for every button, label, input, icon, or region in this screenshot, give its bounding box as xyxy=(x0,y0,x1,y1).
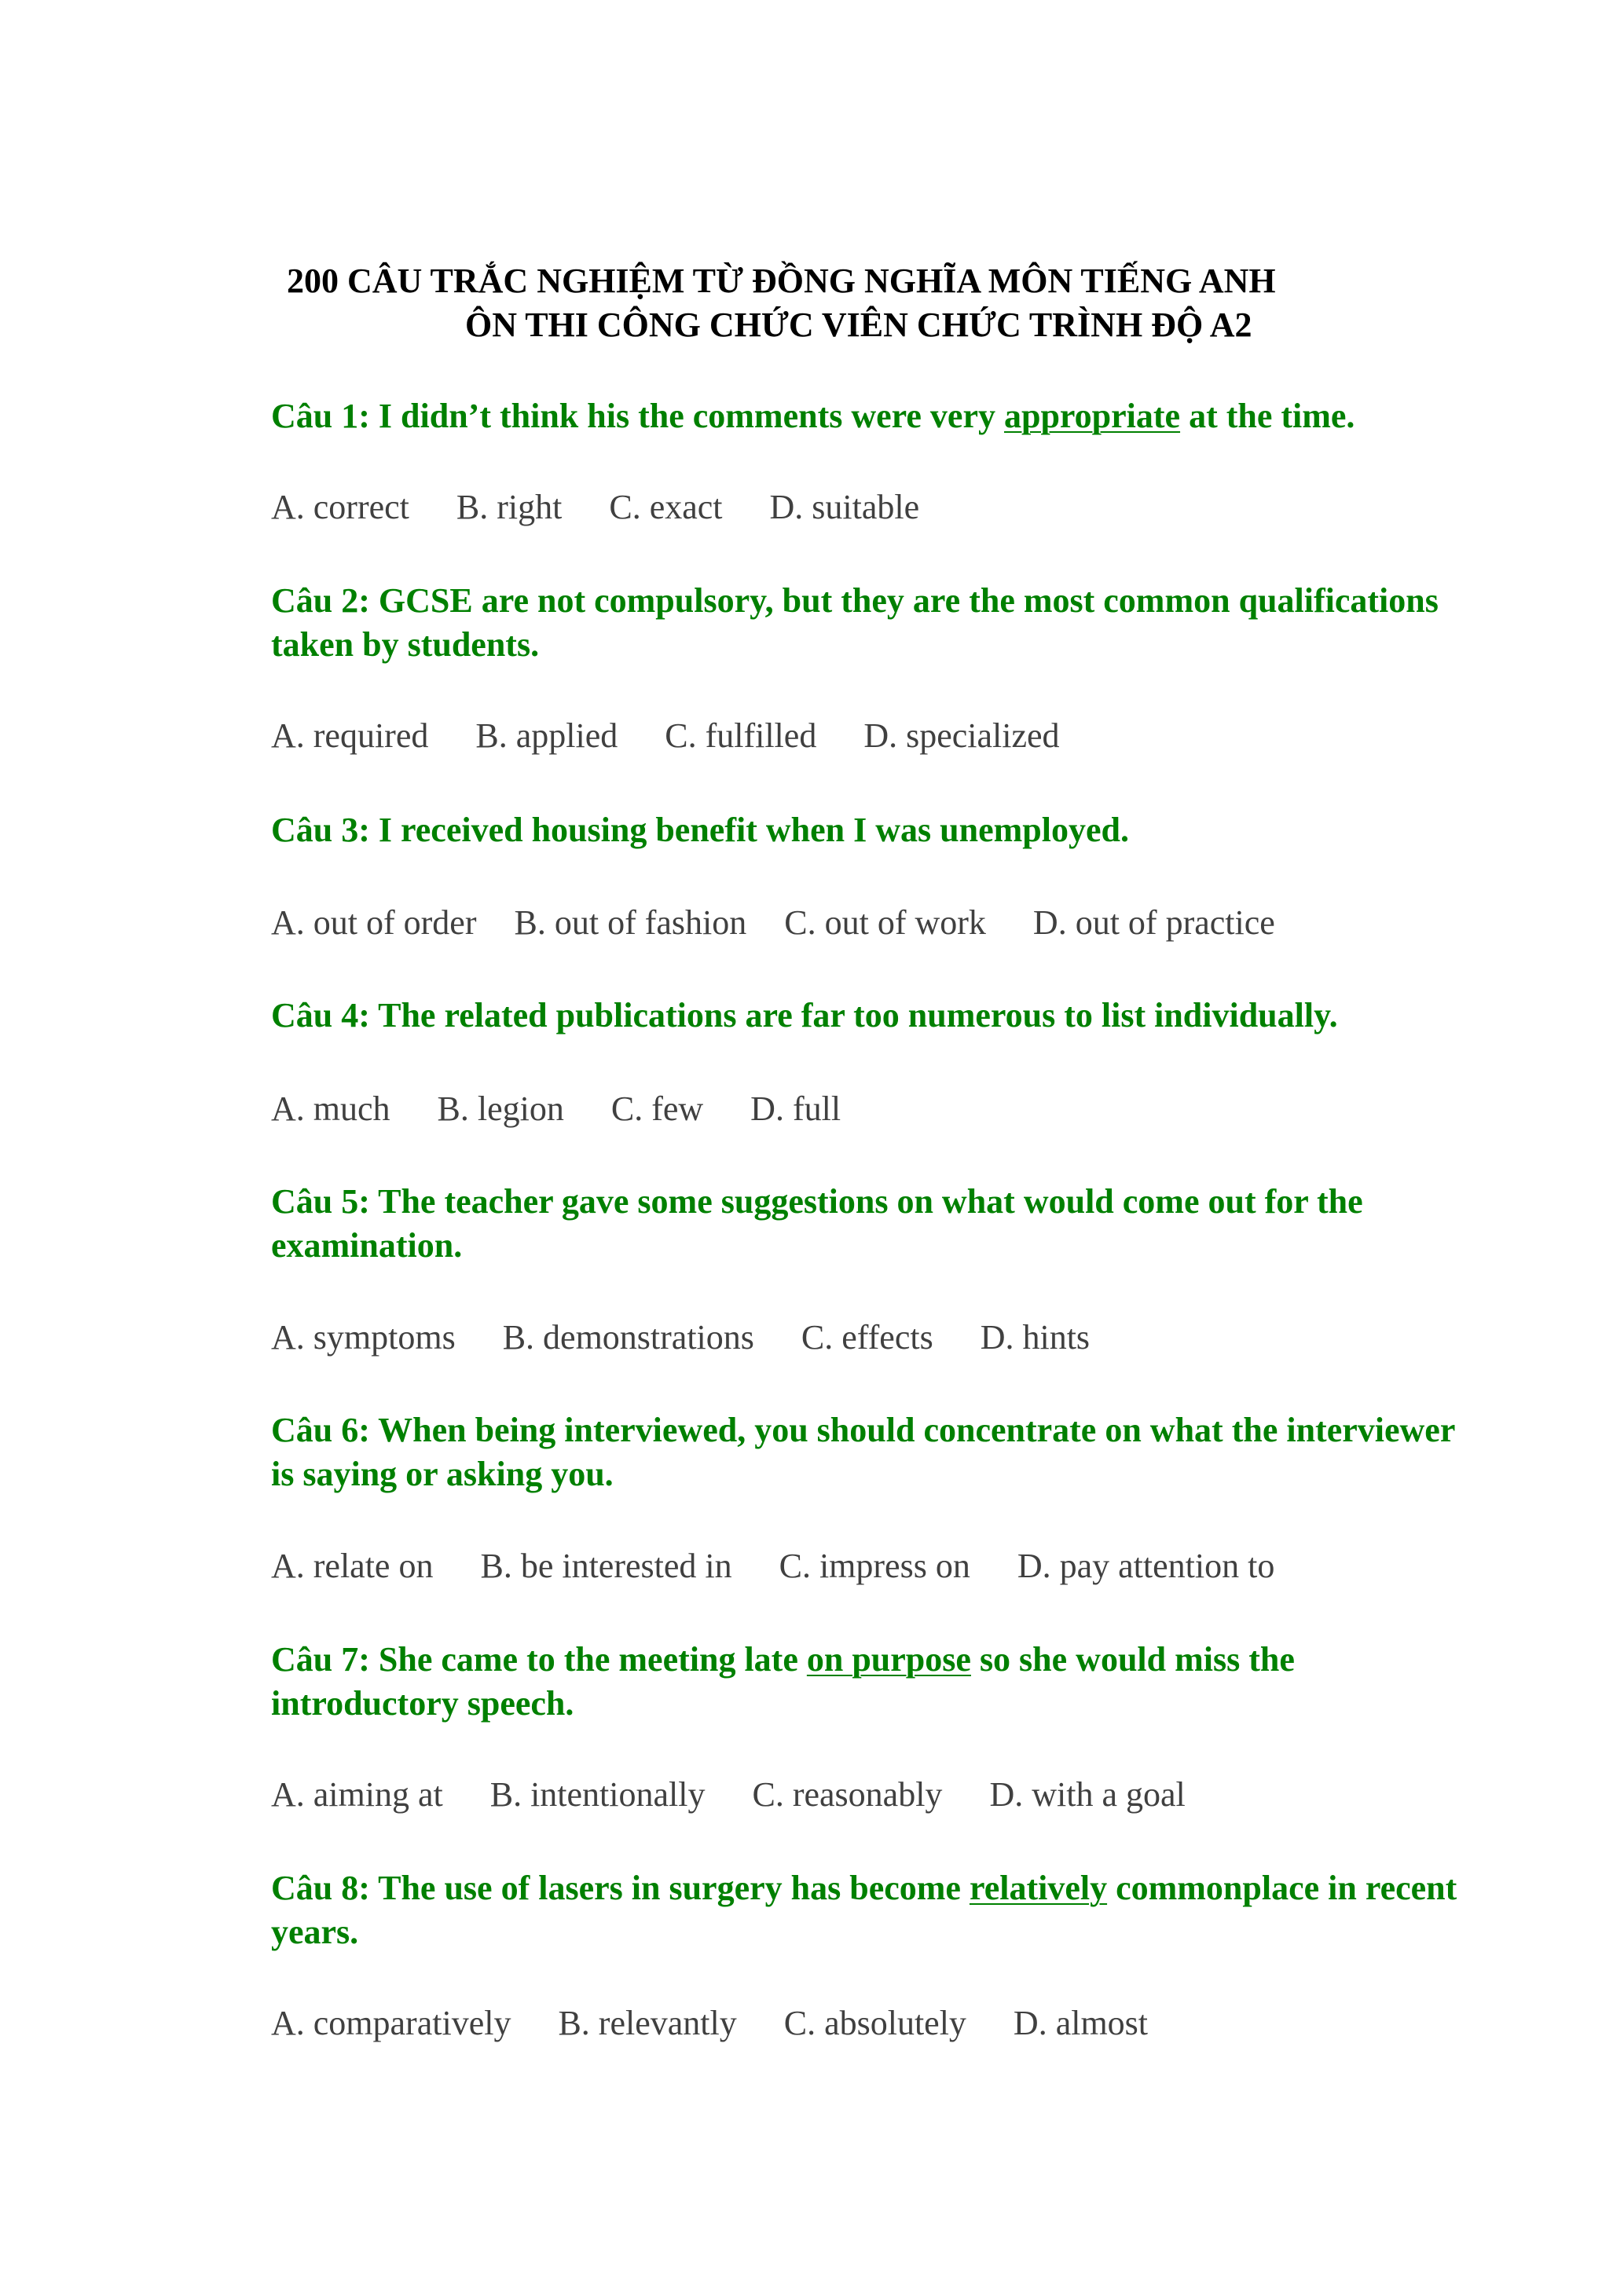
document-title-line-2: ÔN THI CÔNG CHỨC VIÊN CHỨC TRÌNH ĐỘ A2 xyxy=(465,306,1252,344)
options-8 xyxy=(271,2001,1148,2045)
option-b[interactable]: B. out of fashion xyxy=(514,903,747,942)
option-b[interactable]: B. relevantly xyxy=(558,2004,737,2042)
option-b[interactable]: B. intentionally xyxy=(489,1775,706,1814)
option-d[interactable]: D. full xyxy=(750,1089,841,1128)
option-a[interactable]: A. much xyxy=(271,1089,390,1128)
option-b[interactable]: B. legion xyxy=(437,1089,564,1128)
option-d[interactable]: D. specialized xyxy=(863,716,1060,755)
question-text: I didn’t think his the comments were very xyxy=(369,397,1004,435)
option-c[interactable]: C. exact xyxy=(609,488,723,526)
question-1 xyxy=(271,394,1481,438)
option-d[interactable]: D. out of practice xyxy=(1032,903,1275,942)
question-underlined-word: relatively xyxy=(969,1869,1108,1907)
question-text-end: at the time. xyxy=(1180,397,1355,435)
question-text: I received housing benefit when I was unemployed. xyxy=(369,811,1129,849)
question-text: She came to the meeting late xyxy=(369,1640,807,1679)
option-c[interactable]: C. out of work xyxy=(784,903,986,942)
question-4 xyxy=(271,994,1481,1038)
option-a[interactable]: A. symptoms xyxy=(271,1318,456,1357)
question-label: Câu 1: xyxy=(271,397,370,435)
question-text: When being interviewed, you should concentrate on what the interviewer is saying or asking you. xyxy=(271,1411,1455,1493)
option-d[interactable]: D. suitable xyxy=(769,488,920,526)
question-label: Câu 7: xyxy=(271,1640,370,1679)
option-c[interactable]: C. reasonably xyxy=(752,1775,943,1814)
question-underlined-word: appropriate xyxy=(1003,397,1181,435)
question-text-end: commonplace in recent years. xyxy=(271,1869,1457,1951)
options-1 xyxy=(271,485,919,529)
question-label: Câu 5: xyxy=(271,1182,370,1221)
question-2 xyxy=(271,579,1481,667)
question-text: The teacher gave some suggestions on what would come out for the examination. xyxy=(271,1182,1363,1265)
question-text: The related publications are far too numerous to list individually. xyxy=(369,996,1338,1034)
options-4 xyxy=(271,1087,841,1131)
option-c[interactable]: C. fulfilled xyxy=(665,716,817,755)
options-7 xyxy=(271,1773,1186,1817)
option-c[interactable]: C. impress on xyxy=(779,1547,970,1585)
question-label: Câu 8: xyxy=(271,1869,370,1907)
question-3 xyxy=(271,808,1481,852)
option-b[interactable]: B. applied xyxy=(475,716,618,755)
option-a[interactable]: A. out of order xyxy=(271,903,477,942)
question-text-end: so she would miss the introductory speech. xyxy=(271,1640,1295,1723)
question-label: Câu 6: xyxy=(271,1411,370,1449)
option-a[interactable]: A. correct xyxy=(271,488,409,526)
question-label: Câu 4: xyxy=(271,996,370,1034)
option-d[interactable]: D. almost xyxy=(1013,2004,1149,2042)
option-d[interactable]: D. with a goal xyxy=(989,1775,1186,1814)
document-title-line-1: 200 CÂU TRẮC NGHIỆM TỪ ĐỒNG NGHĨA MÔN TIẾNG ANH xyxy=(287,262,1276,300)
option-a[interactable]: A. aiming at xyxy=(271,1775,443,1814)
options-3 xyxy=(271,901,1275,945)
option-d[interactable]: D. pay attention to xyxy=(1017,1547,1275,1585)
options-6 xyxy=(271,1544,1274,1588)
options-2 xyxy=(271,714,1060,758)
question-label: Câu 2: xyxy=(271,581,370,620)
question-label: Câu 3: xyxy=(271,811,370,849)
option-b[interactable]: B. demonstrations xyxy=(502,1318,754,1357)
option-d[interactable]: D. hints xyxy=(980,1318,1091,1357)
option-a[interactable]: A. relate on xyxy=(271,1547,434,1585)
question-5 xyxy=(271,1180,1481,1268)
question-underlined-word: on purpose xyxy=(806,1640,971,1679)
option-c[interactable]: C. absolutely xyxy=(783,2004,966,2042)
question-text: GCSE are not compulsory, but they are the most common qualifications taken by students. xyxy=(271,581,1439,664)
question-7 xyxy=(271,1638,1481,1726)
question-8 xyxy=(271,1866,1481,1954)
option-c[interactable]: C. few xyxy=(610,1089,704,1128)
option-b[interactable]: B. right xyxy=(456,488,563,526)
option-a[interactable]: A. required xyxy=(271,716,429,755)
option-c[interactable]: C. effects xyxy=(801,1318,933,1357)
option-a[interactable]: A. comparatively xyxy=(271,2004,511,2042)
question-text: The use of lasers in surgery has become xyxy=(369,1869,970,1907)
question-6 xyxy=(271,1408,1481,1496)
option-b[interactable]: B. be interested in xyxy=(480,1547,732,1585)
options-5 xyxy=(271,1316,1090,1360)
